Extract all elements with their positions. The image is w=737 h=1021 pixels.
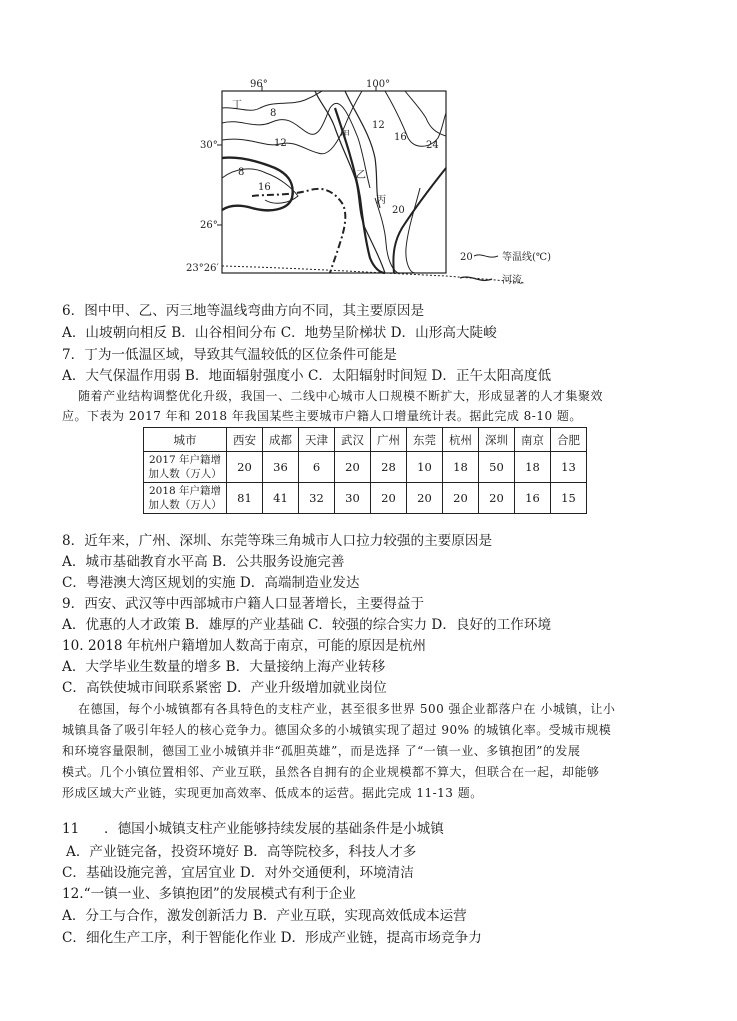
river (345, 91, 380, 208)
contour-label: 8 (270, 108, 277, 119)
lon-label-100: 100° (366, 79, 391, 90)
q12-options-ab: A．分工与合作，激发创新活力 B．产业互联，实现高效低成本运营 (62, 908, 467, 924)
contour-label: 8 (238, 167, 245, 178)
lat-label-tropic: 23°26′ (186, 263, 219, 274)
plateau-edge (393, 168, 446, 273)
place-label-bing: 丙 (376, 195, 386, 206)
table-header-cell: 南京 (515, 428, 551, 452)
table-cell: 50 (479, 452, 515, 483)
contour-label: 12 (274, 138, 287, 149)
lon-label-96: 96° (250, 79, 268, 90)
table-row-label: 2018 年户籍增 加人数（万人） (144, 483, 227, 514)
table-header-cell: 合肥 (551, 428, 587, 452)
legend-isotherm-label: 等温线(℃) (502, 252, 551, 263)
table-header-cell: 广州 (371, 428, 407, 452)
q6-stem: 6．图中甲、乙、丙三地等温线弯曲方向不同，其主要原因是 (62, 303, 425, 319)
intro1-line1: 随着产业结构调整优化升级，我国一、二线中心城市人口规模不断扩大，形成显著的人才集聚效 (78, 389, 604, 403)
table-cell: 20 (227, 452, 263, 483)
table-cell: 20 (407, 483, 443, 514)
q9-options: A．优惠的人才政策 B．雄厚的产业基础 C．较强的综合实力 D．良好的工作环境 (62, 617, 552, 633)
q11-number: 11 (62, 821, 80, 837)
contour-label: 20 (392, 205, 405, 216)
q7-stem: 7．丁为一低温区域，导致其气温较低的区位条件可能是 (62, 347, 397, 363)
table-cell: 30 (335, 483, 371, 514)
legend-isotherm-value: 20 (460, 252, 473, 263)
intro1-line2: 应。下表为 2017 年和 2018 年我国某些主要城市户籍人口增量统计表。据此完成 8-10 题。 (62, 409, 582, 423)
table-header-cell: 成都 (263, 428, 299, 452)
place-label-yi: 乙 (356, 170, 366, 181)
q8-stem: 8．近年来，广州、深圳、东莞等珠三角城市人口拉力较强的主要原因是 (62, 533, 493, 549)
lat-label-26: 26° (200, 220, 218, 231)
legend-river-label: 河流 (502, 275, 522, 286)
table-header-cell: 武汉 (335, 428, 371, 452)
table-cell: 13 (551, 452, 587, 483)
q10-stem: 10. 2018 年杭州户籍增加人数高于南京，可能的原因是杭州 (62, 638, 426, 654)
intro2-line3: 和环境容量限制，德国工业小城镇并非“孤胆英雄”，而是选择 了“一镇一业、多镇抱团”的发展 (62, 744, 581, 758)
q11-options-cd: C．基础设施完善，宜居宜业 D．对外交通便利，环境清洁 (62, 865, 414, 881)
population-table (143, 427, 587, 514)
table-cell: 6 (299, 452, 335, 483)
table-row (144, 483, 587, 514)
table-cell: 81 (227, 483, 263, 514)
intro2-line2: 城镇具备了吸引年轻人的核心竞争力。德国众多的小城镇实现了超过 90% 的城镇化率。受城市规模 (62, 723, 612, 737)
table-header-cell: 西安 (227, 428, 263, 452)
table-cell: 20 (479, 483, 515, 514)
table-cell: 36 (263, 452, 299, 483)
table-cell: 20 (335, 452, 371, 483)
intro2-line5: 形成区域大产业链，实现更加高效率、低成本的运营。据此完成 11-13 题。 (62, 786, 483, 800)
place-label-jia: 甲 (340, 130, 350, 141)
legend-isotherm-line (474, 255, 498, 257)
isotherm-map (180, 78, 551, 298)
contour-label: 16 (394, 132, 407, 143)
isotherm-line (406, 188, 420, 273)
q12-stem: 12.“一镇一业、多镇抱团”的发展模式有利于企业 (62, 886, 356, 902)
table-cell: 32 (299, 483, 335, 514)
table-cell: 18 (443, 452, 479, 483)
q9-stem: 9．西安、武汉等中西部城市户籍人口显著增长，主要得益于 (62, 596, 425, 612)
intro2-line4: 模式。几个小镇位置相邻、产业互联，虽然各自拥有的企业规模都不算大，但联合在一起，却能够 (62, 765, 600, 779)
q8-options-cd: C．粤港澳大湾区规划的实施 D．高端制造业发达 (62, 575, 360, 591)
table-row (144, 452, 587, 483)
map-frame (222, 91, 446, 273)
q8-options-ab: A．城市基础教育水平高 B．公共服务设施完善 (62, 554, 345, 570)
table-row-label: 2017 年户籍增 加人数（万人） (144, 452, 227, 483)
boundary-line (252, 189, 345, 273)
table-header-row (144, 428, 587, 452)
table-header-cell: 城市 (144, 428, 227, 452)
table-cell: 28 (371, 452, 407, 483)
contour-label: 12 (372, 120, 385, 131)
contour-label: 24 (426, 140, 439, 151)
q10-options-cd: C．高铁使城市间联系紧密 D．产业升级增加就业岗位 (62, 680, 387, 696)
table-cell: 16 (515, 483, 551, 514)
q11-stem: ．德国小城镇支柱产业能够持续发展的基础条件是小城镇 (104, 821, 444, 837)
table-cell: 15 (551, 483, 587, 514)
q10-options-ab: A．大学毕业生数量的增多 B．大量接纳上海产业转移 (62, 659, 386, 675)
table-cell: 20 (443, 483, 479, 514)
q7-options: A．大气保温作用弱 B．地面辐射强度小 C．太阳辐射时间短 D．正午太阳高度低 (62, 368, 552, 384)
contour-label: 16 (258, 182, 271, 193)
q12-options-cd: C．细化生产工序，利于智能化作业 D．形成产业链，提高市场竞争力 (62, 930, 482, 946)
table-header-cell: 深圳 (479, 428, 515, 452)
q11-options-ab: A．产业链完备，投资环境好 B．高等院校多，科技人才多 (66, 844, 417, 860)
q6-options: A．山坡朝向相反 B．山谷相间分布 C．地势呈阶梯状 D．山形高大陡峻 (62, 325, 497, 341)
table-cell: 18 (515, 452, 551, 483)
intro2-line1: 在德国，每个小城镇都有各具特色的支柱产业，甚至很多世界 500 强企业都落户在 小城镇，让小 (78, 702, 616, 716)
tropic-line (222, 266, 525, 283)
table-header-cell: 天津 (299, 428, 335, 452)
table-cell: 41 (263, 483, 299, 514)
isotherm-line (405, 91, 446, 136)
legend-river-line (460, 277, 492, 280)
table-header-cell: 东莞 (407, 428, 443, 452)
table-cell: 10 (407, 452, 443, 483)
place-label-ding: 丁 (232, 100, 242, 111)
lat-label-30: 30° (200, 140, 218, 151)
table-header-cell: 杭州 (443, 428, 479, 452)
table-cell: 20 (371, 483, 407, 514)
